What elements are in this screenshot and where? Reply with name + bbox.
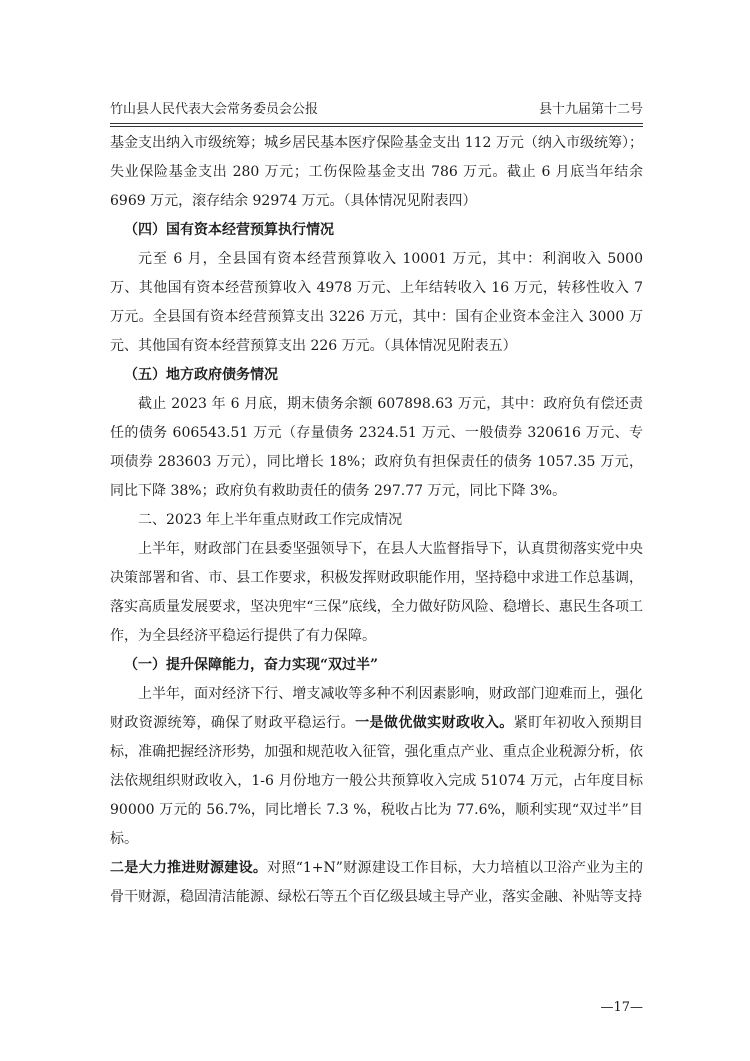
- paragraph-fiscal-revenue: [110, 680, 643, 854]
- point-two-heading: 二是大力推进财源建设。: [110, 860, 268, 876]
- header-rule-top: [110, 123, 643, 124]
- revenue-detail-text: 紧盯年初收入预期目标，准确把握经济形势，加强和规范收入征管，强化重点产业、重点企业税源分析，依法依规组织财政收入，1-6 月份地方一般公共预算收入完成 51074 万元，占年度目标 90000 万元的 56.7%，同比增长 7.3 %，税收占比为 77.6%，顺利实现“双过半”目标。: [110, 715, 644, 847]
- paragraph-tax-source: [110, 854, 643, 912]
- tax-source-text: 对照“1+N”财源建设工作目标，大力培植以卫浴产业为主的骨干财源，稳固清洁能源、绿松石等五个百亿级县域主导产业，落实金融、补贴等支持: [110, 860, 644, 905]
- point-one-heading: 一是做优做实财政收入。: [355, 715, 514, 731]
- header-rule-bottom: [110, 126, 643, 127]
- bulletin-title: 竹山县人民代表大会常务委员会公报: [110, 102, 319, 117]
- issue-number: 县十九届第十二号: [538, 102, 643, 117]
- section-heading-state-capital: （四）国有资本经营预算执行情况: [124, 222, 334, 238]
- page-number: —17—: [600, 1000, 643, 1015]
- paragraph-state-capital: 元至 6 月，全县国有资本经营预算收入 10001 万元，其中：利润收入 5000 万、其他国有资本经营预算收入 4978 万元、上年结转收入 16 万元，转移性收入 7 万元。全县国有资本经营预算支出 3226 万元，其中：国有企业资本金注入 3000 万元、其他国有资本经营预算支出 226 万元。（具体情况见附表五）: [110, 251, 643, 354]
- page-header: [110, 102, 643, 118]
- chapter-heading-key-work: 二、2023 年上半年重点财政工作完成情况: [138, 512, 403, 528]
- paragraph-key-work-intro: 上半年，财政部门在县委坚强领导下，在县人大监督指导下，认真贯彻落实党中央决策部署和省、市、县工作要求，积极发挥财政职能作用，坚持稳中求进工作总基调，落实高质量发展要求，坚决兜牢“三保”底线，全力做好防风险、稳增长、惠民生各项工作，为全县经济平稳运行提供了有力保障。: [110, 541, 643, 644]
- document-body: [110, 129, 643, 912]
- paragraph-social-insurance-continued: 基金支出纳入市级统筹；城乡居民基本医疗保险基金支出 112 万元（纳入市级统筹）；失业保险基金支出 280 万元；工伤保险基金支出 786 万元。截止 6 月底当年结余 6969 万元，滚存结余 92974 万元。（具体情况见附表四）: [110, 135, 643, 209]
- revenue-intro-text: 上半年，面对经济下行、增支减收等多种不利因素影响，财政部门迎难而上，强化财政资源统筹，确保了财政平稳运行。: [110, 686, 643, 731]
- section-heading-guarantee: （一）提升保障能力，奋力实现“双过半”: [124, 657, 379, 673]
- section-heading-local-debt: （五）地方政府债务情况: [124, 367, 278, 383]
- paragraph-local-debt: 截止 2023 年 6 月底，期末债务余额 607898.63 万元，其中：政府负有偿还责任的债务 606543.51 万元（存量债务 2324.51 万元、一般债券 320616 万元、专项债券 283603 万元），同比增长 18%；政府负有担保责任的债务 1057.35 万元，同比下降 38%；政府负有救助责任的债务 297.77 万元，同比下降 3%。: [110, 396, 643, 499]
